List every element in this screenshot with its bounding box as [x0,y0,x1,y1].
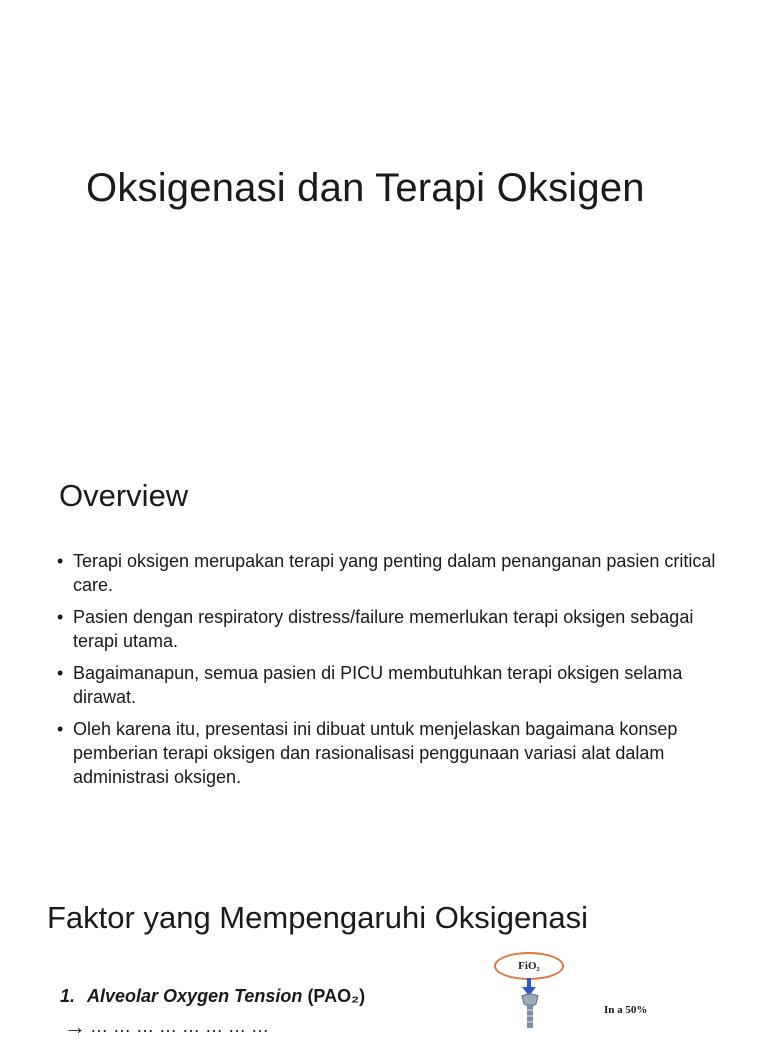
cut-off-text: … … … … … … … … [90,1016,270,1036]
bullet-item: • Pasien dengan respiratory distress/failure memerlukan terapi oksigen sebagai terapi utama. [57,605,727,653]
bullet-item: • Terapi oksigen merupakan terapi yang penting dalam penanganan pasien critical care. [57,549,727,597]
arrow-glyph: → [64,1014,86,1039]
numbered-item [60,986,365,1007]
item-term: Alveolar Oxygen Tension [87,986,303,1006]
airway-illustration [520,994,540,1028]
alveolar-figure [470,948,730,1028]
item-number: 1. [60,986,76,1006]
deck-title: Oksigenasi dan Terapi Oksigen [86,166,645,210]
figure-note: In a 50% [604,1004,648,1016]
overview-title: Overview [59,478,189,513]
overview-bullet-list [57,549,727,797]
item-abbrev: (PAO₂) [307,986,366,1006]
slide-overview [0,432,768,864]
slide-title [0,0,768,432]
bullet-item: • Oleh karena itu, presentasi ini dibuat untuk menjelaskan bagaimana konsep pemberian terapi oksigen dan rasionalisasi penggunaan variasi alat dalam administrasi oksigen. [57,717,727,789]
slide-oxygenation-factors [0,864,768,1039]
factors-title: Faktor yang Mempengaruhi Oksigenasi [47,900,589,935]
bullet-item: • Bagaimanapun, semua pasien di PICU membutuhkan terapi oksigen selama dirawat. [57,661,727,709]
fio2-oval: FiO₂ [494,952,564,980]
